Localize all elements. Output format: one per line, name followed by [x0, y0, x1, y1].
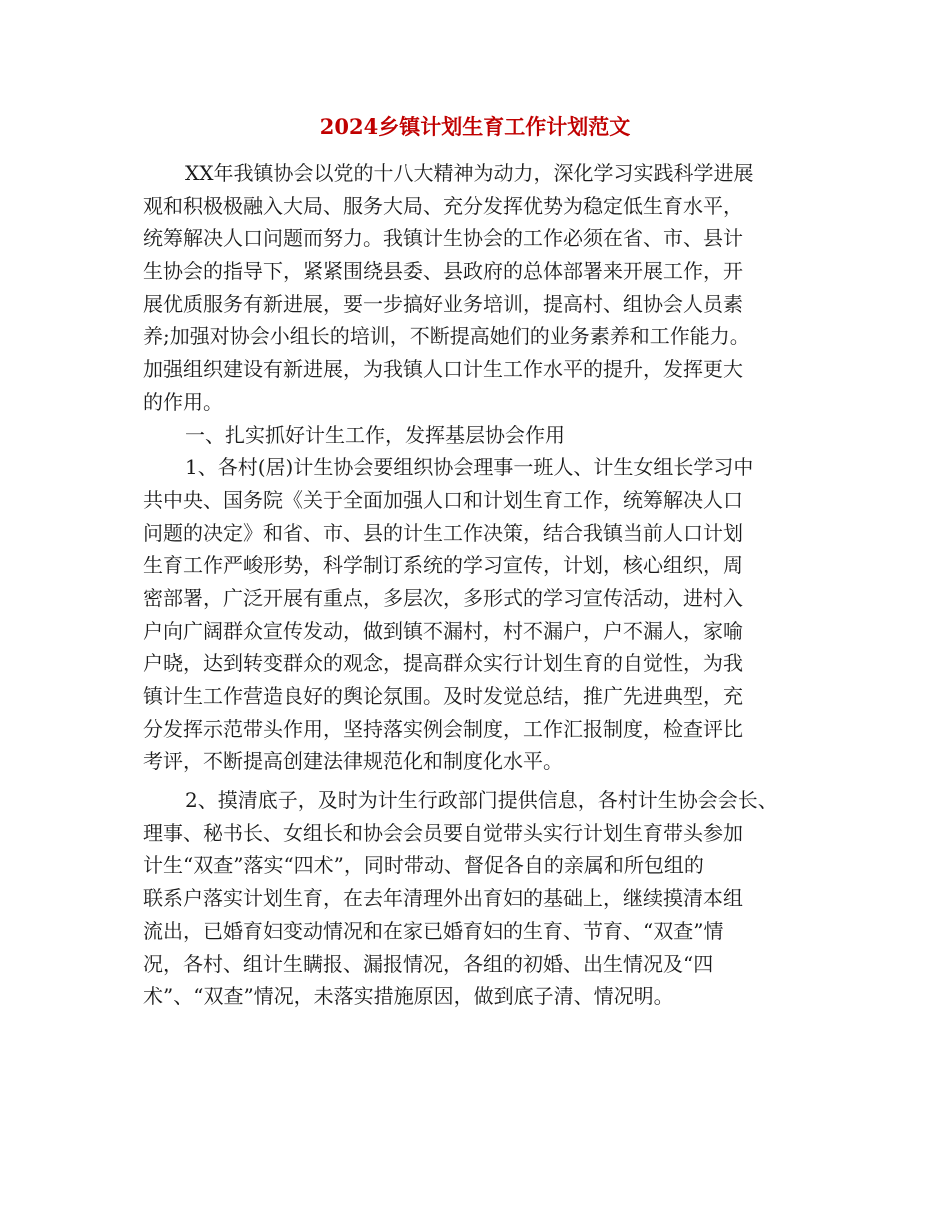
text-line: 统筹解决人口问题而努力。我镇计生协会的工作必须在省、市、县计: [143, 226, 743, 251]
text-line: XX年我镇协会以党的十八大精神为动力，深化学习实践科学进展: [185, 161, 754, 185]
text-line: 展优质服务有新进展，要一步搞好业务培训，提高村、组协会人员素: [143, 291, 743, 316]
text-line: 考评，不断提高创建法律规范化和制度化水平。: [143, 749, 563, 774]
text-line: 生育工作严峻形势，科学制订系统的学习宣传，计划，核心组织，周: [143, 553, 743, 578]
text-line: 流出，已婚育妇变动情况和在家已婚育妇的生育、节育、“双查”情: [143, 918, 724, 943]
document-title: 2024乡镇计划生育工作计划范文: [319, 114, 631, 139]
text-line: 理事、秘书长、女组长和协会会员要自觉带头实行计划生育带头参加: [143, 820, 743, 845]
text-line: 问题的决定》和省、市、县的计生工作决策，结合我镇当前人口计划: [143, 520, 743, 545]
text-line: 观和积极极融入大局、服务大局、充分发挥优势为稳定低生育水平，: [143, 193, 743, 218]
text-line: 况，各村、组计生瞒报、漏报情况，各组的初婚、出生情况及“四: [143, 951, 714, 976]
text-line: 共中央、国务院《关于全面加强人口和计划生育工作，统筹解决人口: [143, 487, 743, 512]
text-line: 分发挥示范带头作用，坚持落实例会制度，工作汇报制度，检查评比: [143, 716, 743, 741]
text-line: 计生“双查”落实“四术”，同时带动、督促各自的亲属和所包组的: [143, 853, 704, 878]
text-line: 1、各村(居)计生协会要组织协会理事一班人、计生女组长学习中: [185, 455, 754, 480]
text-line: 镇计生工作营造良好的舆论氛围。及时发觉总结，推广先进典型，充: [143, 684, 743, 708]
text-line: 一、扎实抓好计生工作，发挥基层协会作用: [185, 422, 565, 447]
text-line: 术”、“双查”情况，未落实措施原因，做到底子清、情况明。: [143, 984, 674, 1009]
paragraph-intro: [143, 157, 823, 419]
text-line: 2、摸清底子，及时为计生行政部门提供信息，各村计生协会会长、: [185, 788, 778, 813]
text-line: 的作用。: [143, 389, 223, 414]
text-line: 养;加强对协会小组长的培训，不断提高她们的业务素养和工作能力。: [143, 324, 750, 349]
paragraph-item-2: [143, 784, 823, 1013]
paragraph-item-1: [143, 451, 823, 778]
document-body: [143, 157, 823, 1013]
text-line: 户向广阔群众宣传发动，做到镇不漏村，村不漏户，户不漏人，家喻: [143, 618, 743, 643]
text-line: 密部署，广泛开展有重点，多层次，多形式的学习宣传活动，进村入: [143, 585, 743, 610]
text-line: 户晓，达到转变群众的观念，提高群众实行计划生育的自觉性，为我: [143, 651, 743, 676]
text-line: 生协会的指导下，紧紧围绕县委、县政府的总体部署来开展工作，开: [143, 259, 743, 284]
text-line: 加强组织建设有新进展，为我镇人口计生工作水平的提升，发挥更大: [143, 357, 743, 382]
text-line: 联系户落实计划生育，在去年清理外出育妇的基础上，继续摸清本组: [143, 886, 743, 911]
section-heading: [143, 419, 823, 452]
